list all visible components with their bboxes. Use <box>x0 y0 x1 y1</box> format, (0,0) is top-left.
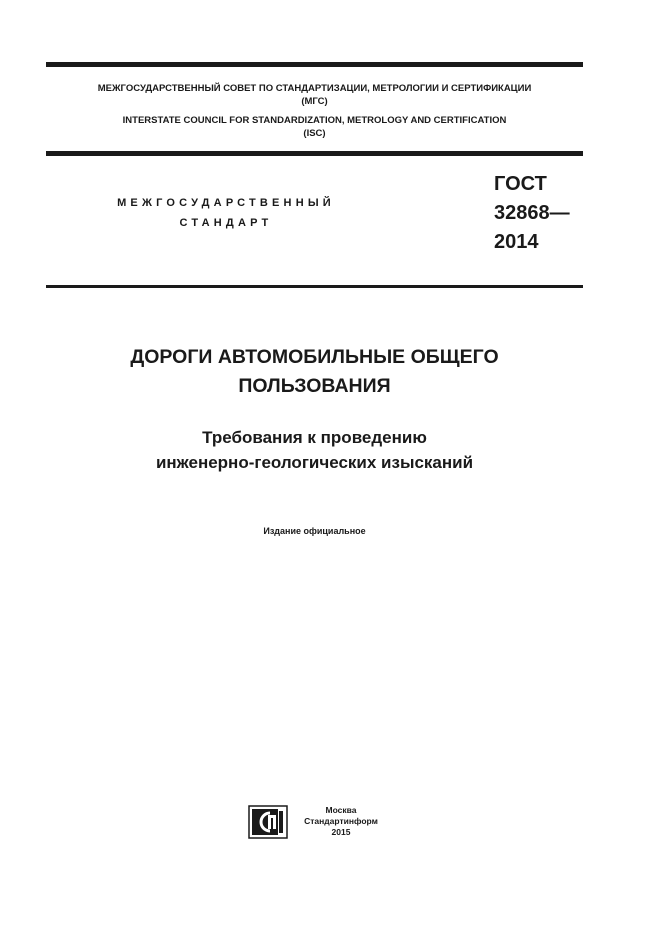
standard-designation <box>494 170 570 257</box>
designation-year: 2014 <box>494 231 539 253</box>
council-name-ru-line: МЕЖГОСУДАРСТВЕННЫЙ СОВЕТ ПО СТАНДАРТИЗАЦИИ, МЕТРОЛОГИИ И СЕРТИФИКАЦИИ <box>97 83 532 94</box>
council-name-en <box>46 114 583 140</box>
imprint <box>296 805 386 838</box>
document-title-line2: ПОЛЬЗОВАНИЯ <box>238 375 391 397</box>
document-title <box>46 343 583 401</box>
standard-type-line1: МЕЖГОСУДАРСТВЕННЫЙ <box>117 197 335 209</box>
council-abbr-ru: (МГС) <box>301 96 328 107</box>
standard-type-line2: СТАНДАРТ <box>179 217 273 229</box>
standard-type <box>46 193 406 233</box>
council-abbr-en: (ISC) <box>303 128 326 139</box>
document-title-line1: ДОРОГИ АВТОМОБИЛЬНЫЕ ОБЩЕГО <box>130 346 499 368</box>
document-subtitle-line2: инженерно-геологических изысканий <box>155 453 474 472</box>
document-subtitle-line1: Требования к проведению <box>202 428 427 447</box>
middle-rule <box>46 151 583 156</box>
designation-number: 32868— <box>494 202 570 224</box>
council-name-ru <box>46 82 583 108</box>
edition-note: Издание официальное <box>263 526 366 536</box>
council-name-en-line: INTERSTATE COUNCIL FOR STANDARDIZATION, METROLOGY AND CERTIFICATION <box>122 115 507 126</box>
imprint-year: 2015 <box>331 827 351 837</box>
top-rule <box>46 62 583 67</box>
document-subtitle <box>46 425 583 475</box>
bottom-rule <box>46 285 583 288</box>
designation-prefix: ГОСТ <box>494 173 547 195</box>
imprint-city: Москва <box>325 805 357 815</box>
publisher-logo-icon <box>248 805 288 839</box>
imprint-publisher: Стандартинформ <box>304 816 378 826</box>
